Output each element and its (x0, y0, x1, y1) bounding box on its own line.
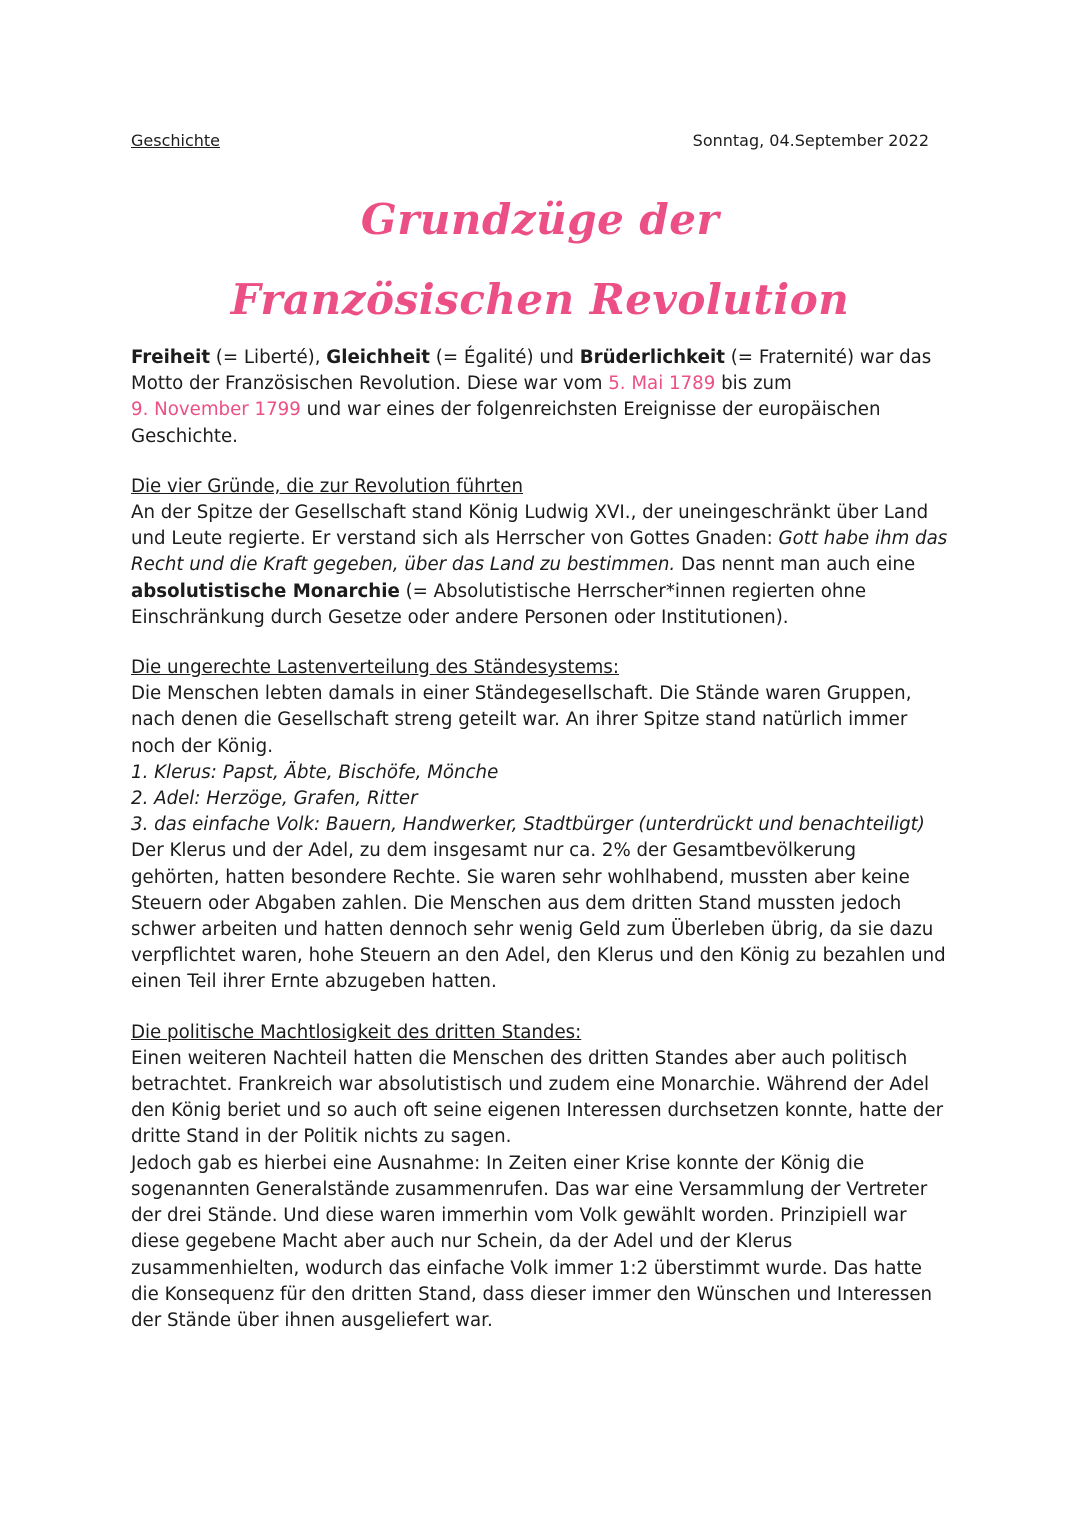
list-item: 1. Klerus: Papst, Äbte, Bischöfe, Mönche (131, 761, 499, 783)
intro-text: und war eines der folgenreichsten Ereignisse der europäischen Geschichte. (131, 399, 881, 447)
date-label: Sonntag, 04.September 2022 (692, 131, 929, 150)
section-powerlessness (131, 1020, 949, 1334)
page-title (0, 180, 1080, 340)
section-reasons (131, 474, 949, 631)
section-heading-powerlessness: Die politische Machtlosigkeit des dritten Standes: (131, 1021, 582, 1043)
section-text: Einen weiteren Nachteil hatten die Menschen des dritten Standes aber auch politisch betrachtet. Frankreich war absolutistisch und zudem eine Monarchie. Während der Adel den König beriet und so auch oft seine eigenen Interessen durchsetzen konnte, hatte der dritte Stand in der Politik nichts zu sagen. (131, 1047, 944, 1148)
divine-right-quote: Gott habe ihm das Recht und die Kraft gegeben, über das Land zu bestimmen. (131, 528, 948, 576)
section-text: Das nennt man auch eine (675, 554, 916, 576)
section-text: Der Klerus und der Adel, zu dem insgesamt nur ca. 2% der Gesamtbevölkerung gehörten, hatten besondere Rechte. Sie waren sehr wohlhabend, mussten aber keine Steuern oder Abgaben zahlen. Die Menschen aus dem dritten Stand mussten jedoch schwer arbeiten und hatten dennoch sehr wenig Geld zum Überleben übrig, da sie dazu verpflichtet waren, hohe Steuern an den Adel, den Klerus und den König zu bezahlen und einen Teil ihrer Ernte abzugeben hatten. (131, 840, 946, 993)
start-date: 5. Mai 1789 (608, 373, 716, 395)
section-heading-estates: Die ungerechte Lastenverteilung des Ständesystems: (131, 657, 619, 679)
end-date: 9. November 1799 (131, 399, 301, 421)
subject-label: Geschichte (131, 131, 221, 150)
term-freiheit: Freiheit (131, 347, 211, 368)
title-line-1: Grundzüge der (360, 195, 720, 244)
term-gleichheit: Gleichheit (326, 347, 430, 368)
title-line-2: Französischen Revolution (230, 275, 850, 324)
section-heading-reasons: Die vier Gründe, die zur Revolution führten (131, 475, 523, 497)
section-text: Jedoch gab es hierbei eine Ausnahme: In Zeiten einer Krise konnte der König die sogenannten Generalstände zusammenrufen. Das war eine Versammlung der Vertreter der drei Stände. Und diese waren immerhin vom Volk gewählt worden. Prinzipiell war diese gegebene Macht aber auch nur Schein, da der Adel und der Klerus zusammenhielten, wodurch das einfache Volk immer 1:2 überstimmt wurde. Das hatte die Konsequenz für den dritten Stand, dass dieser immer den Wünschen und Interessen der Stände über ihnen ausgeliefert war. (131, 1152, 933, 1331)
section-estates (131, 655, 949, 996)
intro-text: (= Égalité) und (429, 347, 580, 368)
section-text: (= Absolutistische Herrscher*innen regierten ohne Einschränkung durch Gesetze oder andere Personen oder Institutionen). (131, 580, 867, 628)
intro-text: bis zum (715, 373, 792, 395)
intro-text: (= Fraternité) war das Motto der Französischen Revolution. Diese war vom (131, 347, 932, 395)
document-body (131, 345, 949, 1334)
list-item: 2. Adel: Herzöge, Grafen, Ritter (131, 788, 418, 810)
list-item: 3. das einfache Volk: Bauern, Handwerker, Stadtbürger (unterdrückt und benachteiligt) (131, 814, 925, 836)
section-text: An der Spitze der Gesellschaft stand König Ludwig XVI., der uneingeschränkt über Land und Leute regierte. Er verstand sich als Herrscher von Gottes Gnaden: (131, 502, 929, 550)
intro-paragraph (131, 345, 949, 450)
intro-text: (= Liberté), (210, 347, 327, 368)
term-absolutist-monarchy: absolutistische Monarchie (131, 580, 400, 602)
term-bruederlichkeit: Brüderlichkeit (579, 347, 725, 368)
section-text: Die Menschen lebten damals in einer Ständegesellschaft. Die Stände waren Gruppen, nach denen die Gesellschaft streng geteilt war. An ihrer Spitze stand natürlich immer noch der König. (131, 683, 912, 757)
page-header (131, 131, 949, 153)
